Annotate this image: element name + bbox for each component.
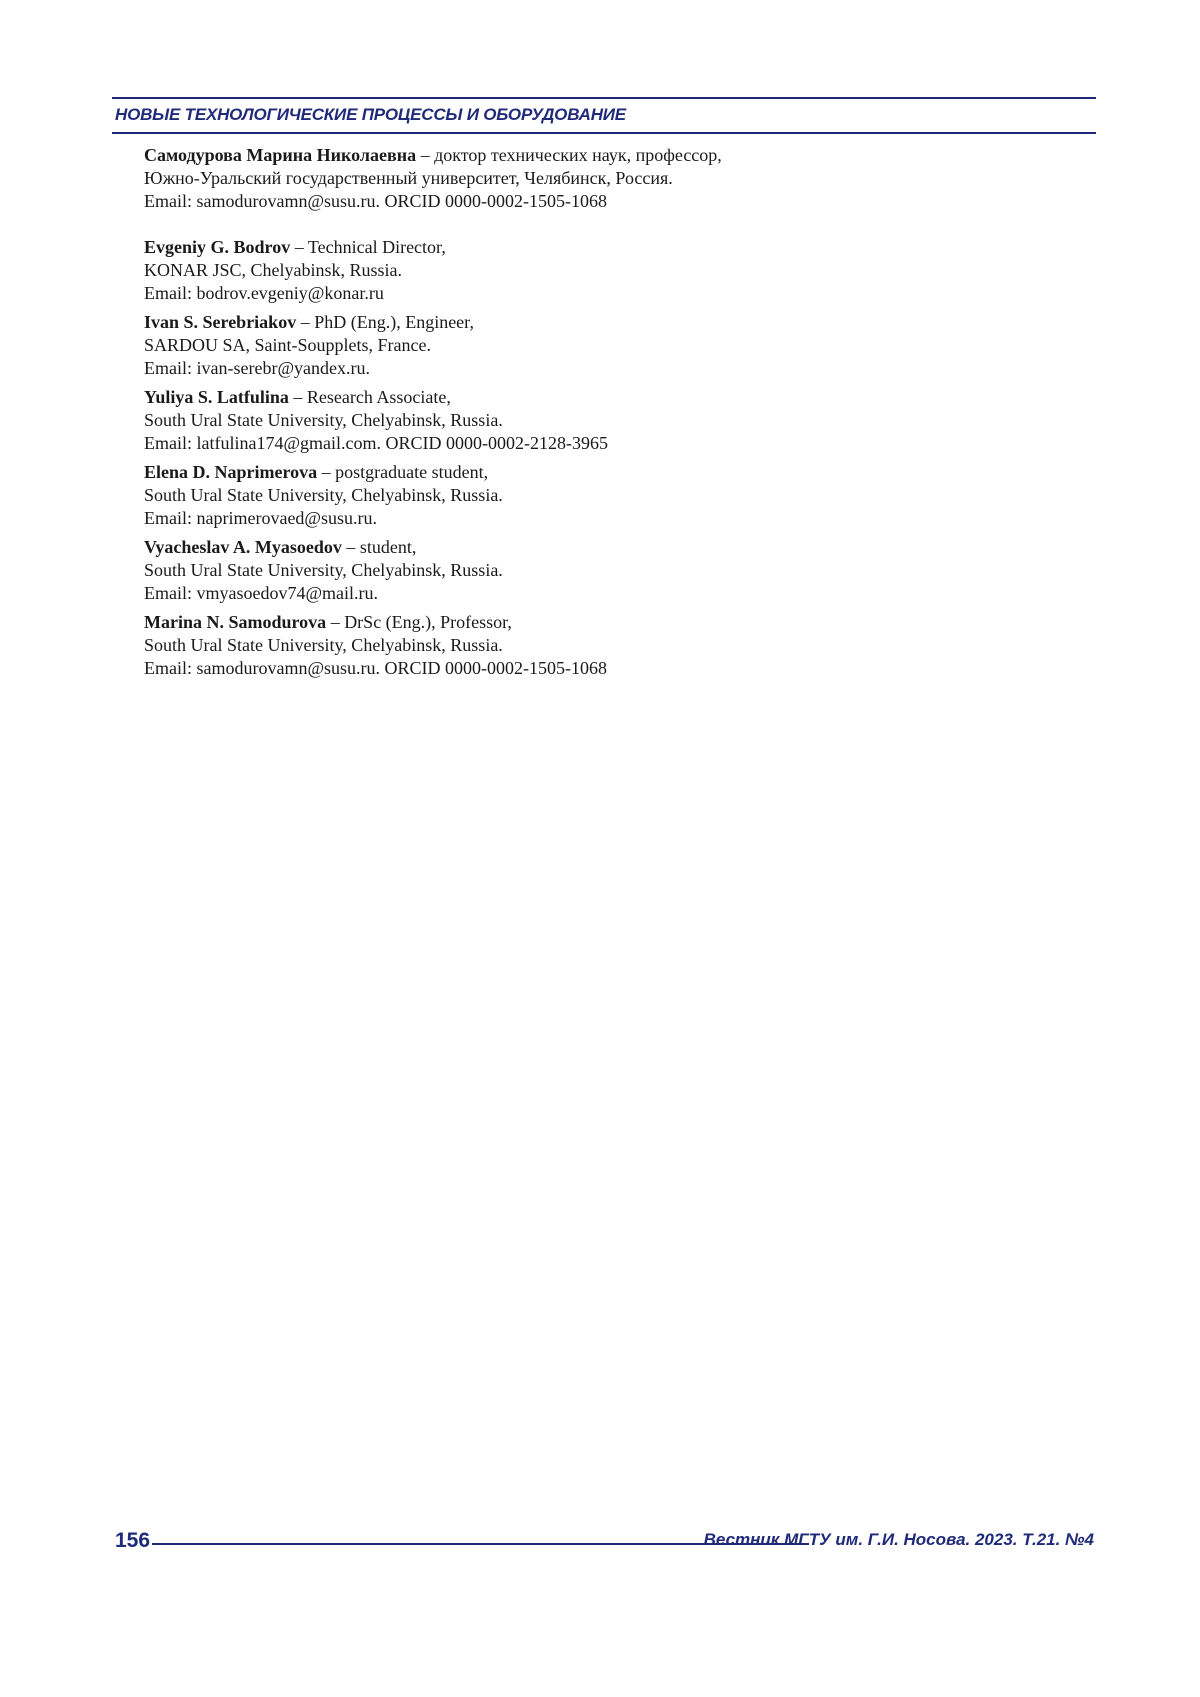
author-entry: [144, 536, 1044, 605]
author-name: Самодурова Марина Николаевна: [144, 145, 417, 165]
author-affiliation: South Ural State University, Chelyabinsk, Russia.: [144, 485, 503, 505]
author-role: – Research Associate,: [288, 387, 451, 407]
author-heading-line: [144, 144, 1044, 167]
author-email: Email: latfulina174@gmail.com. ORCID 0000-0002-2128-3965: [144, 433, 609, 453]
author-affiliation: Южно-Уральский государственный университет, Челябинск, Россия.: [144, 168, 673, 188]
page-header: [112, 97, 1096, 134]
author-entry: [144, 311, 1044, 380]
author-affiliation: SARDOU SA, Saint-Soupplets, France.: [144, 335, 431, 355]
page-number: 156: [115, 1529, 151, 1552]
author-name: Ivan S. Serebriakov: [144, 312, 297, 332]
author-name: Yuliya S. Latfulina: [144, 387, 289, 407]
author-list: [144, 144, 1044, 686]
author-affiliation: South Ural State University, Chelyabinsk, Russia.: [144, 560, 503, 580]
author-role: – student,: [341, 537, 417, 557]
author-heading-line: [144, 536, 1044, 559]
author-role: – postgraduate student,: [317, 462, 489, 482]
author-entry: [144, 461, 1044, 530]
author-heading-line: [144, 611, 1044, 634]
journal-reference: Вестник МГТУ им. Г.И. Носова. 2023. Т.21. №4: [703, 1530, 1094, 1549]
author-email: Email: ivan-serebr@yandex.ru.: [144, 358, 370, 378]
author-affiliation: KONAR JSC, Chelyabinsk, Russia.: [144, 260, 403, 280]
page-footer: [112, 1527, 1096, 1557]
author-email: Email: samodurovamn@susu.ru. ORCID 0000-0002-1505-1068: [144, 658, 608, 678]
author-affiliation: South Ural State University, Chelyabinsk, Russia.: [144, 635, 503, 655]
author-role: – доктор технических наук, профессор,: [416, 145, 722, 165]
author-name: Marina N. Samodurova: [144, 612, 327, 632]
section-title: НОВЫЕ ТЕХНОЛОГИЧЕСКИЕ ПРОЦЕССЫ И ОБОРУДОВАНИЕ: [115, 105, 626, 124]
author-email: Email: vmyasoedov74@mail.ru.: [144, 583, 379, 603]
author-heading-line: [144, 461, 1044, 484]
author-email: Email: bodrov.evgeniy@konar.ru: [144, 283, 384, 303]
author-email: Email: samodurovamn@susu.ru. ORCID 0000-0002-1505-1068: [144, 191, 608, 211]
author-name: Evgeniy G. Bodrov: [144, 237, 291, 257]
author-heading-line: [144, 311, 1044, 334]
author-role: – Technical Director,: [290, 237, 446, 257]
author-heading-line: [144, 386, 1044, 409]
author-name: Vyacheslav A. Myasoedov: [144, 537, 342, 557]
author-name: Elena D. Naprimerova: [144, 462, 318, 482]
author-entry: [144, 144, 1044, 213]
author-role: – PhD (Eng.), Engineer,: [296, 312, 474, 332]
author-role: – DrSc (Eng.), Professor,: [326, 612, 512, 632]
author-entry: [144, 611, 1044, 680]
author-email: Email: naprimerovaed@susu.ru.: [144, 508, 378, 528]
author-entry: [144, 236, 1044, 305]
author-entry: [144, 386, 1044, 455]
author-heading-line: [144, 236, 1044, 259]
author-affiliation: South Ural State University, Chelyabinsk, Russia.: [144, 410, 503, 430]
